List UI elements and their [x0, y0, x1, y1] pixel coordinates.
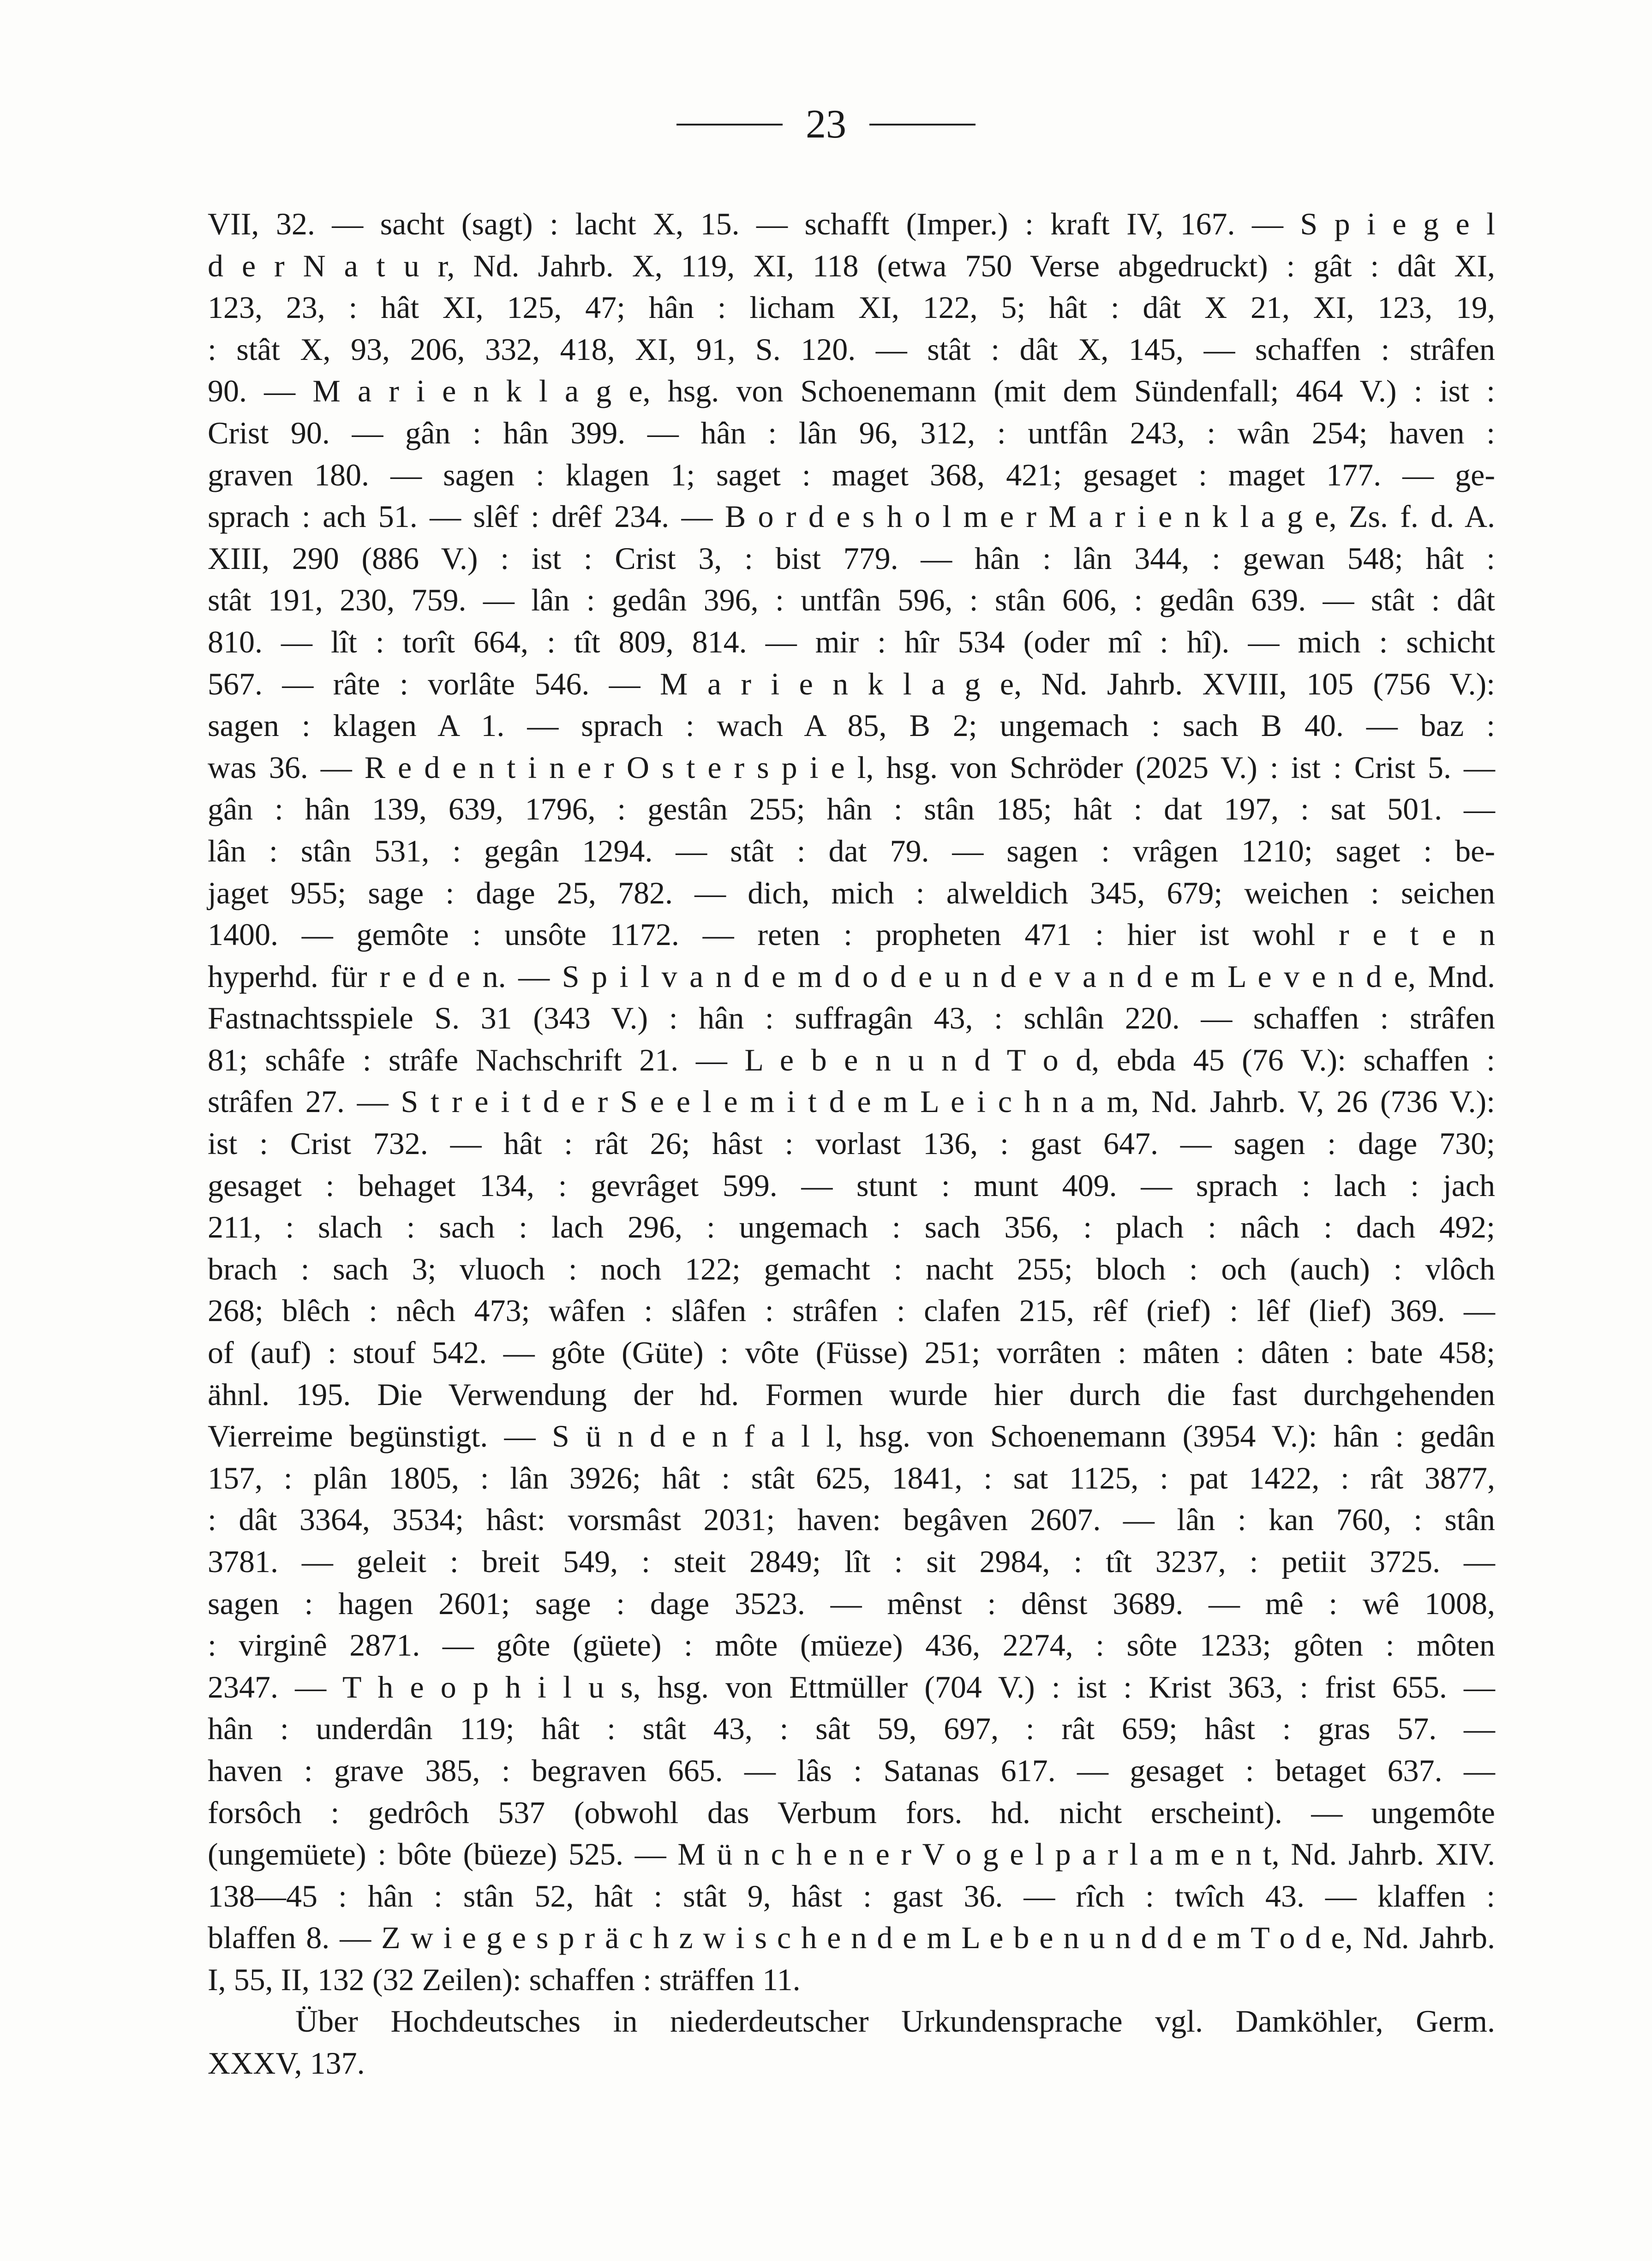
footnote-paragraph [208, 2000, 1495, 2084]
text-line: 123, 23, : hât XI, 125, 47; hân : licham XI, 122, 5; hât : dât X 21, XI, 123, 19, [208, 290, 1495, 325]
text-line: strâfen 27. — S t r e i t d e r S e e l e m i t d e m L e i c h n a m, Nd. Jahrb. V, 26 (736 V.): [208, 1084, 1495, 1119]
text-line: 90. — M a r i e n k l a g e, hsg. von Schoenemann (mit dem Sündenfall; 464 V.) : ist : [208, 373, 1495, 409]
text-line: 81; schâfe : strâfe Nachschrift 21. — L e b e n u n d T o d, ebda 45 (76 V.): schaffen : [208, 1042, 1495, 1077]
text-line: graven 180. — sagen : klagen 1; saget : maget 368, 421; gesaget : maget 177. — ge- [208, 457, 1495, 492]
text-line: : stât X, 93, 206, 332, 418, XI, 91, S. 120. — stât : dât X, 145, — schaffen : strâfen [208, 331, 1495, 367]
text-line: Fastnachtsspiele S. 31 (343 V.) : hân : suffragân 43, : schlân 220. — schaffen : strâfen [208, 1000, 1495, 1036]
text-line: (ungemüete) : bôte (büeze) 525. — M ü n c h e n e r V o g e l p a r l a m e n t, Nd. Jahrb. XIV. [208, 1836, 1495, 1872]
text-line: Vierreime begünstigt. — S ü n d e n f a l l, hsg. von Schoenemann (3954 V.): hân : gedân [208, 1418, 1495, 1454]
text-line: 3781. — geleit : breit 549, : steit 2849; lît : sit 2984, : tît 3237, : petiit 3725. — [208, 1544, 1495, 1579]
text-line: 211, : slach : sach : lach 296, : ungemach : sach 356, : plach : nâch : dach 492; [208, 1209, 1495, 1245]
text-line: blaffen 8. — Z w i e g e s p r ä c h z w i s c h e n d e m L e b e n u n d d e m T o d e, Nd. Jahrb. [208, 1920, 1495, 1956]
text-line: hân : underdân 119; hât : stât 43, : sât 59, 697, : rât 659; hâst : gras 57. — [208, 1711, 1495, 1747]
footnote-line: XXXV, 137. [208, 2045, 365, 2081]
text-line: ähnl. 195. Die Verwendung der hd. Formen wurde hier durch die fast durchgehenden [208, 1376, 1495, 1412]
text-line: of (auf) : stouf 542. — gôte (Güte) : vôte (Füsse) 251; vorrâten : mâten : dâten : bate 458; [208, 1335, 1495, 1370]
text-line: XIII, 290 (886 V.) : ist : Crist 3, : bist 779. — hân : lân 344, : gewan 548; hât : [208, 540, 1495, 576]
text-line: jaget 955; sage : dage 25, 782. — dich, mich : alweldich 345, 679; weichen : seichen [208, 875, 1495, 910]
text-line: : dât 3364, 3534; hâst: vorsmâst 2031; haven: begâven 2607. — lân : kan 760, : stân [208, 1502, 1495, 1537]
footnote-line: Über Hochdeutsches in niederdeutscher Urkundensprache vgl. Damköhler, Germ. [295, 2004, 1495, 2039]
text-line: haven : grave 385, : begraven 665. — lâs : Satanas 617. — gesaget : betaget 637. — [208, 1753, 1495, 1788]
text-line: 2347. — T h e o p h i l u s, hsg. von Ettmüller (704 V.) : ist : Krist 363, : frist 655. — [208, 1669, 1495, 1705]
text-line: ist : Crist 732. — hât : rât 26; hâst : vorlast 136, : gast 647. — sagen : dage 730; [208, 1126, 1495, 1161]
text-line: 810. — lît : torît 664, : tît 809, 814. — mir : hîr 534 (oder mî : hî). — mich : schicht [208, 624, 1495, 659]
text-line: : virginê 2871. — gôte (güete) : môte (müeze) 436, 2274, : sôte 1233; gôten : môten [208, 1627, 1495, 1663]
text-line: 1400. — gemôte : unsôte 1172. — reten : propheten 471 : hier ist wohl r e t e n [208, 917, 1495, 952]
text-line: forsôch : gedrôch 537 (obwohl das Verbum fors. hd. nicht erscheint). — ungemôte [208, 1794, 1495, 1830]
text-line: 157, : plân 1805, : lân 3926; hât : stât 625, 1841, : sat 1125, : pat 1422, : rât 3877, [208, 1460, 1495, 1495]
header-rule-left [676, 124, 783, 126]
header-rule-right [869, 124, 976, 126]
text-line: I, 55, II, 132 (32 Zeilen): schaffen : sträffen 11. [208, 1962, 801, 1997]
text-line: gân : hân 139, 639, 1796, : gestân 255; hân : stân 185; hât : dat 197, : sat 501. — [208, 791, 1495, 827]
text-line: 567. — râte : vorlâte 546. — M a r i e n k l a g e, Nd. Jahrb. XVIII, 105 (756 V.): [208, 666, 1495, 701]
text-line: was 36. — R e d e n t i n e r O s t e r s p i e l, hsg. von Schröder (2025 V.) : ist : Crist 5. — [208, 749, 1495, 785]
text-line: stât 191, 230, 759. — lân : gedân 396, : untfân 596, : stân 606, : gedân 639. — stât : dât [208, 582, 1495, 618]
text-line: sagen : hagen 2601; sage : dage 3523. — mênst : dênst 3689. — mê : wê 1008, [208, 1585, 1495, 1621]
text-line: VII, 32. — sacht (sagt) : lacht X, 15. — schafft (Imper.) : kraft IV, 167. — S p i e g e l [208, 206, 1495, 241]
text-line: 268; blêch : nêch 473; wâfen : slâfen : strâfen : clafen 215, rêf (rief) : lêf (lief) 369. — [208, 1293, 1495, 1328]
text-line: brach : sach 3; vluoch : noch 122; gemacht : nacht 255; bloch : och (auch) : vlôch [208, 1251, 1495, 1286]
text-line: sprach : ach 51. — slêf : drêf 234. — B o r d e s h o l m e r M a r i e n k l a g e, Zs. f. d. A. [208, 499, 1495, 534]
text-line: hyperhd. für r e d e n. — S p i l v a n d e m d o d e u n d e v a n d e m L e v e n d e, Mnd. [208, 958, 1495, 994]
page-number: 23 [806, 102, 846, 147]
main-paragraph [208, 203, 1495, 2001]
text-line: sagen : klagen A 1. — sprach : wach A 85, B 2; ungemach : sach B 40. — baz : [208, 708, 1495, 743]
text-line: 138—45 : hân : stân 52, hât : stât 9, hâst : gast 36. — rîch : twîch 43. — klaffen : [208, 1878, 1495, 1914]
text-line: gesaget : behaget 134, : gevrâget 599. — stunt : munt 409. — sprach : lach : jach [208, 1167, 1495, 1203]
text-line: d e r N a t u r, Nd. Jahrb. X, 119, XI, 118 (etwa 750 Verse abgedruckt) : gât : dât XI, [208, 248, 1495, 283]
text-line: Crist 90. — gân : hân 399. — hân : lân 96, 312, : untfân 243, : wân 254; haven : [208, 415, 1495, 450]
page-header [0, 97, 1652, 152]
text-line: lân : stân 531, : gegân 1294. — stât : dat 79. — sagen : vrâgen 1210; saget : be- [208, 833, 1495, 868]
